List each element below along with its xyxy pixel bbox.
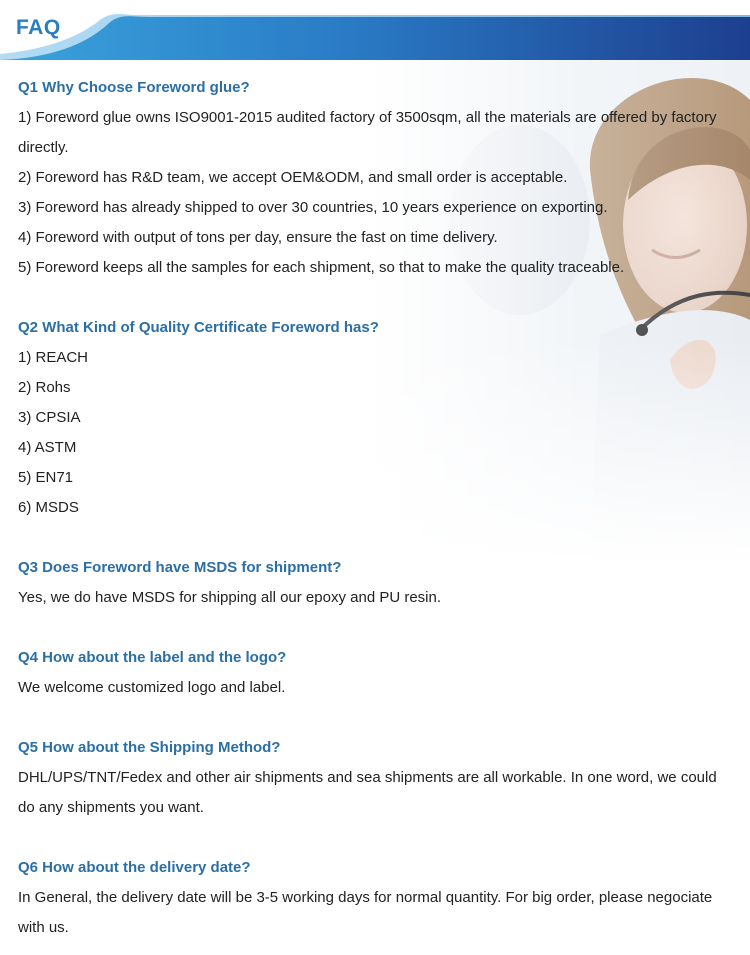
faq-section-q1 — [18, 73, 733, 283]
faq-question: Q3 Does Foreword have MSDS for shipment? — [18, 559, 342, 576]
faq-answer-line: In General, the delivery date will be 3-5 working days for normal quantity. For big order, please negociate with us. — [18, 889, 713, 936]
faq-answer-line: 2) Foreword has R&D team, we accept OEM&ODM, and small order is acceptable. — [18, 169, 568, 186]
faq-answer-line: 6) MSDS — [18, 499, 79, 516]
header-banner-graphic — [0, 0, 750, 60]
faq-content — [18, 73, 733, 943]
faq-answer-line: 3) Foreword has already shipped to over 30 countries, 10 years experience on exporting. — [18, 199, 608, 216]
faq-section-q2 — [18, 313, 733, 523]
faq-answer-line: Yes, we do have MSDS for shipping all our epoxy and PU resin. — [18, 589, 442, 606]
faq-question: Q6 How about the delivery date? — [18, 859, 251, 876]
faq-answer-line: DHL/UPS/TNT/Fedex and other air shipments and sea shipments are all workable. In one word, we could do any shipments you want. — [18, 769, 717, 816]
faq-answer-line: We welcome customized logo and label. — [18, 679, 286, 696]
faq-answer-line: 2) Rohs — [18, 379, 71, 396]
page-title: FAQ — [16, 16, 61, 39]
faq-section-q5 — [18, 733, 733, 823]
faq-answer-line: 1) Foreword glue owns ISO9001-2015 audited factory of 3500sqm, all the materials are offered by factory directly. — [18, 109, 717, 156]
faq-question: Q1 Why Choose Foreword glue? — [18, 79, 250, 96]
faq-answer-line: 5) Foreword keeps all the samples for each shipment, so that to make the quality traceable. — [18, 259, 625, 276]
faq-answer-line: 4) Foreword with output of tons per day, ensure the fast on time delivery. — [18, 229, 498, 246]
faq-header — [0, 0, 750, 60]
faq-question: Q5 How about the Shipping Method? — [18, 739, 281, 756]
faq-answer-line: 3) CPSIA — [18, 409, 81, 426]
faq-section-q3 — [18, 553, 733, 613]
faq-answer-line: 1) REACH — [18, 349, 89, 366]
faq-question: Q2 What Kind of Quality Certificate Foreword has? — [18, 319, 379, 336]
faq-answer-line: 4) ASTM — [18, 439, 77, 456]
faq-section-q6 — [18, 853, 733, 943]
faq-section-q4 — [18, 643, 733, 703]
faq-question: Q4 How about the label and the logo? — [18, 649, 287, 666]
faq-answer-line: 5) EN71 — [18, 469, 74, 486]
